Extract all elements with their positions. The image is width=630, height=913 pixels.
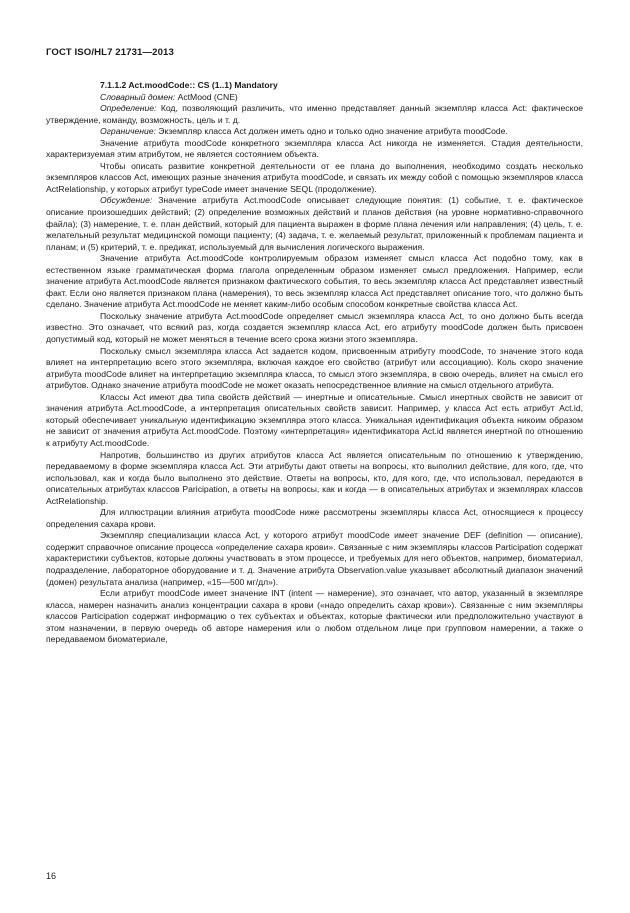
definition-paragraph	[46, 103, 583, 126]
paragraph-5: Поскольку смысл экземпляра класса Act задается кодом, присвоенным атрибуту moodCode, то значение этого кода влияет на интерпретацию всего этого экземпляра, включая каждое его свойство (атрибут или ассоциацию). Коль скоро значение атрибута moodCode влияет на интерпретацию экземпляра класса, то смысл этого экземпляра, в свою очередь, влияет на смысл его атрибутов. Однако значение атрибута moodCode не может оказать непосредственное влияние на смысл отдельного атрибута.	[46, 345, 583, 391]
constraint-text: Экземпляр класса Act должен иметь одно и только одно значение атрибута moodCode.	[155, 126, 508, 137]
paragraph-7: Напротив, большинство из других атрибутов класса Act является описательным по отношению к утверждению, передаваемому в форме экземпляра класса Act. Эти атрибуты дают ответы на вопросы, кто выполнил действие, для кого, где, что использовал, как и когда было выполнено это действие. Ответы на вопросы, кто, для кого, где, что использовал, передаются в описательных атрибутах классов Paricipation, а ответы на вопросы, как и когда — в описательных атрибутах и экземплярах классов ActRelationship.	[46, 449, 583, 506]
definition-text: Код, позволяющий различить, что именно представляет данный экземпляр класса Act: фактическое утверждение, команду, возможность, цель и т. д.	[46, 103, 583, 125]
paragraph-1: Значение атрибута moodCode конкретного экземпляра класса Act никогда не изменяется. Стадия деятельности, характеризуемая этим атрибутом, не является состоянием объекта.	[46, 137, 583, 160]
domain-label: Словарный домен:	[100, 91, 176, 102]
paragraph-10: Если атрибут moodCode имеет значение INT (intent — намерение), это означает, что автор, указанный в экземпляре класса, намерен назначить анализ концентрации сахара в крови («надо определить сахар крови»). Связанные с ним экземпляры классов Participation содержат информацию о тех субъектах и объектах, которые фактически или предположительно участвуют в этом назначении, в первую очередь об авторе намерения или о любом отдельном лице при групповом намерении, а также о передаваемом биоматериале,	[46, 588, 583, 645]
domain-line	[75, 92, 583, 104]
paragraph-4: Поскольку значение атрибута Act.moodCode определяет смысл экземпляра класса Act, то оно должно быть всегда известно. Это означает, что всякий раз, когда создается экземпляр класса Act, его атрибуту moodCode должен быть присвоен допустимый код, который не может меняться в течение всего срока жизни этого экземпляра.	[46, 310, 583, 345]
constraint-label: Ограничение:	[100, 126, 156, 137]
document-body	[46, 80, 583, 646]
constraint-paragraph	[75, 126, 583, 138]
domain-value: ActMood (CNE)	[175, 91, 238, 102]
paragraph-9: Экземпляр специализации класса Act, у которого атрибут moodCode имеет значение DEF (definition — описание), содержит справочное описание процесса «определение сахара крови». Связанные с ним экземпляры классов Participation содержат характеристики субъектов, которые должны участвовать в этом процессе, и требуемых для него объектов, например, биоматериал, подразделение, лабораторное оборудование и т. д. Значение атрибута Observation.value указывает абсолютный диапазон значений (домен) результата анализа (например, «15—500 мг/дл»).	[46, 530, 583, 587]
paragraph-3: Значение атрибута Act.moodCode контролируемым образом изменяет смысл класса Act подобно тому, как в естественном языке грамматическая форма глагола определенным образом изменяет смысл предложения. Например, если значение атрибута Act.moodCode является признаком фактического события, то весь экземпляр класса Act представляет известный факт. Если оно является признаком плана (намерения), то весь экземпляр класса Act представляет описание того, что должно быть сделано. Значение атрибута Act.moodCode не меняет каким-либо особым способом конкретные свойства класса Act.	[46, 253, 583, 310]
section-title: 7.1.1.2 Act.moodCode:: CS (1..1) Mandatory	[100, 80, 278, 90]
discussion-paragraph	[46, 195, 583, 253]
page-number: 16	[46, 871, 57, 881]
paragraph-2: Чтобы описать развитие конкретной деятельности от ее плана до выполнения, необходимо создать несколько экземпляров классов Act, имеющих разные значения атрибута moodCode, и связать их между собой с помощью экземпляров класса ActRelationship, у которых атрибут typeCode имеет значение SEQL (продолжение).	[46, 160, 583, 194]
paragraph-6: Классы Act имеют два типа свойств действий — инертные и описательные. Смысл инертных свойств не зависит от значения атрибута Act.moodCode, а интерпретация описательных свойств зависит. Например, у класса Act есть атрибут Act.id, который обеспечивает уникальную идентификацию экземпляра этого класса. Уникальная идентификация объекта никоим образом не зависит от значения атрибута Act.moodCode. Поэтому «интерпретация» идентификатора Act.id является инертной по отношению к атрибуту Act.moodCode.	[46, 391, 583, 448]
definition-label: Определение:	[100, 103, 157, 114]
discussion-label: Обсуждение:	[100, 195, 153, 206]
discussion-text: Значение атрибута Act.moodCode описывает следующие понятия: (1) событие, т. е. фактическое описание произошедших действий; (2) определение возможных действий и планов действия (на уровне нормативно-справочного файла); (3) намерение, т. е. план действий, который для пациента выражен в форме плана лечения или направления; (4) цель, т. е. желательный результат медицинской помощи пациенту; (4) задача, т. е. желаемый результат, приложенный к проблемам пациента и планам; и (5) критерий, т. е. предикат, используемый для вычисления логического выражения.	[46, 195, 583, 252]
document-header: ГОСТ ISO/HL7 21731—2013	[46, 47, 174, 58]
paragraph-8: Для иллюстрации влияния атрибута moodCode ниже рассмотрены экземпляры класса Act, относящиеся к процессу определения сахара крови.	[46, 507, 583, 529]
